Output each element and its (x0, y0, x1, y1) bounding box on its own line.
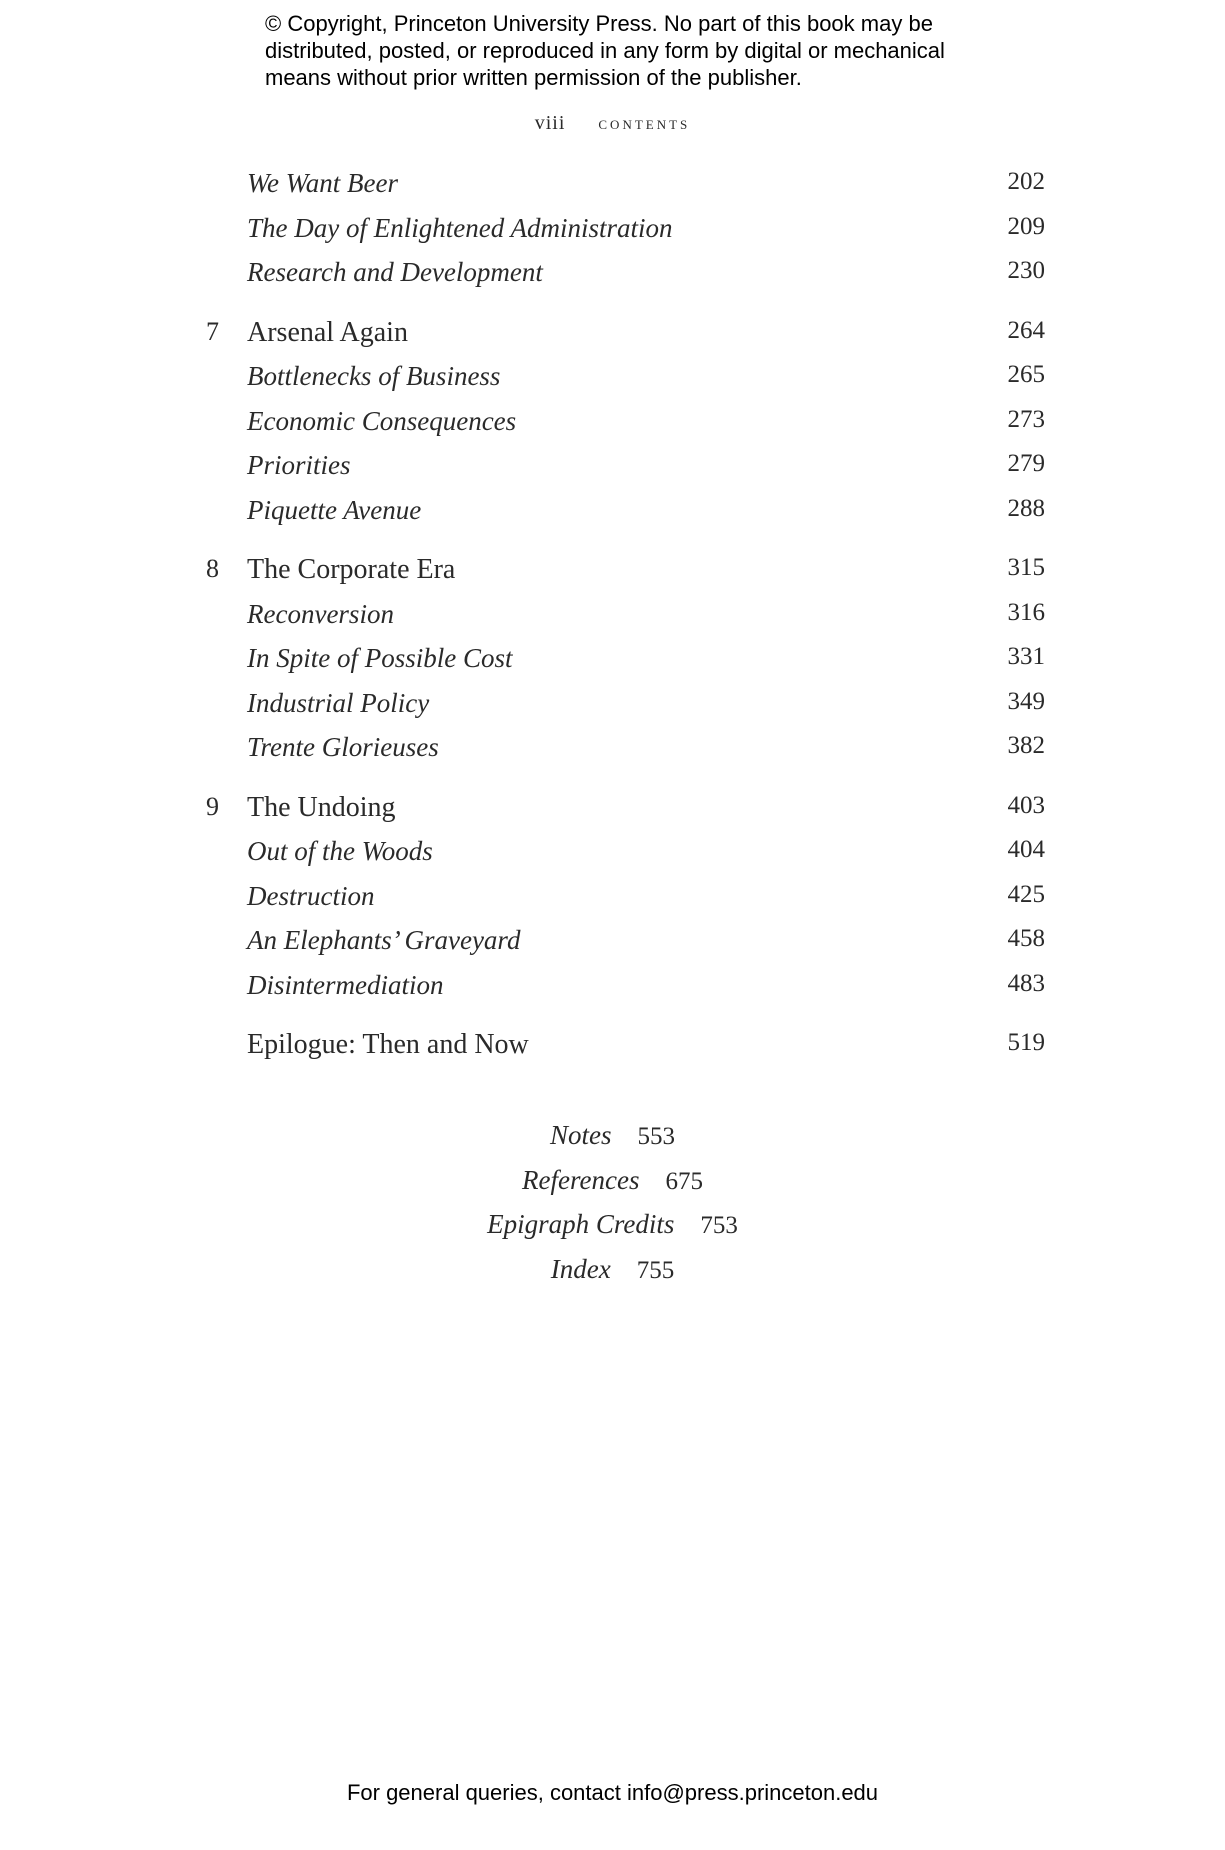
toc-section-row (0, 361, 1225, 401)
toc-entry-title: In Spite of Possible Cost (247, 643, 513, 673)
running-head (0, 112, 1225, 135)
toc-page-number: 264 (1007, 316, 1045, 344)
toc-section-row (0, 970, 1225, 1010)
toc-entry-title: Destruction (247, 880, 375, 911)
toc-page-number: 279 (1007, 450, 1045, 477)
copyright-line-1: © Copyright, Princeton University Press. No part of this book may be (265, 11, 933, 36)
toc-section-row (0, 836, 1225, 876)
copyright-notice (265, 10, 985, 91)
toc-section-row (0, 599, 1225, 639)
backmatter-title: References (522, 1164, 640, 1195)
toc-entry-title: Epilogue: Then and Now (247, 1029, 529, 1060)
toc-page-number: 382 (1007, 732, 1045, 759)
backmatter-row (0, 1120, 1225, 1151)
toc-chapter-number: 9 (206, 791, 219, 821)
toc-page-number: 288 (1007, 494, 1045, 522)
page-folio: viii (534, 112, 566, 134)
backmatter-title: Notes (549, 1120, 612, 1150)
toc-section-row (0, 732, 1225, 772)
backmatter-page-number: 675 (665, 1167, 703, 1195)
toc-section-row (0, 168, 1225, 208)
backmatter-row (0, 1254, 1225, 1285)
backmatter-page-number: 553 (637, 1123, 675, 1150)
footer-contact: For general queries, contact info@press.princeton.edu (346, 1780, 879, 1805)
toc-section-row (0, 925, 1225, 965)
toc-section-row (0, 643, 1225, 683)
toc-entry-title: Research and Development (247, 257, 543, 287)
toc-page-number: 202 (1007, 168, 1045, 195)
toc-section-row (0, 495, 1225, 535)
backmatter-page-number: 755 (636, 1256, 675, 1284)
toc-entry-title: Economic Consequences (247, 405, 517, 436)
toc-section-row (0, 406, 1225, 446)
toc-section-row (0, 213, 1225, 253)
backmatter-title: Index (550, 1253, 611, 1284)
backmatter-page-number: 753 (700, 1212, 738, 1239)
toc-entry-title: The Corporate Era (247, 554, 456, 585)
toc-page-number: 316 (1007, 598, 1045, 626)
toc-chapter-row (0, 1029, 1225, 1069)
toc-page-number: 315 (1007, 554, 1045, 581)
copyright-line-3: means without prior written permission of the publisher. (265, 65, 802, 90)
toc-page-number: 273 (1007, 405, 1045, 433)
toc-page-number: 349 (1007, 687, 1045, 715)
toc-section-row (0, 450, 1225, 490)
backmatter-row (0, 1209, 1225, 1240)
toc-page-number: 425 (1007, 880, 1045, 908)
copyright-line-2: distributed, posted, or reproduced in any form by digital or mechanical (265, 38, 945, 63)
toc-page-number: 519 (1007, 1029, 1045, 1056)
toc-entry-title: Industrial Policy (247, 687, 430, 718)
toc-entry-title: Reconversion (247, 598, 394, 629)
toc-page-number: 458 (1007, 925, 1045, 952)
toc-chapter-row (0, 317, 1225, 357)
toc-entry-title: Piquette Avenue (247, 494, 422, 525)
toc-section-row (0, 881, 1225, 921)
toc-chapter-number: 8 (206, 554, 219, 583)
toc-page-number: 403 (1007, 791, 1045, 819)
toc-section-row (0, 688, 1225, 728)
running-head-title: contents (598, 113, 691, 133)
toc-chapter-number: 7 (206, 316, 219, 346)
backmatter-title: Epigraph Credits (487, 1209, 675, 1239)
toc-entry-title: Disintermediation (247, 969, 444, 1000)
toc-entry-title: Bottlenecks of Business (247, 361, 501, 391)
toc-entry-title: An Elephants’ Graveyard (247, 925, 521, 955)
toc-page-number: 265 (1007, 361, 1045, 388)
toc-page-number: 230 (1007, 257, 1045, 284)
toc-entry-title: We Want Beer (247, 168, 398, 198)
backmatter-row (0, 1165, 1225, 1196)
toc-entry-title: The Day of Enlightened Administration (247, 212, 673, 243)
toc-entry-title: Trente Glorieuses (247, 732, 439, 762)
toc-page-number: 331 (1007, 643, 1045, 670)
toc-entry-title: Arsenal Again (247, 316, 408, 348)
toc-entry-title: Priorities (247, 450, 351, 480)
toc-entry-title: Out of the Woods (247, 836, 433, 866)
toc-page-number: 483 (1007, 969, 1045, 997)
toc-page-number: 209 (1007, 212, 1045, 240)
toc-page-number: 404 (1007, 836, 1045, 863)
toc-section-row (0, 257, 1225, 297)
toc-chapter-row (0, 554, 1225, 594)
toc-chapter-row (0, 792, 1225, 832)
toc-entry-title: The Undoing (247, 791, 396, 823)
